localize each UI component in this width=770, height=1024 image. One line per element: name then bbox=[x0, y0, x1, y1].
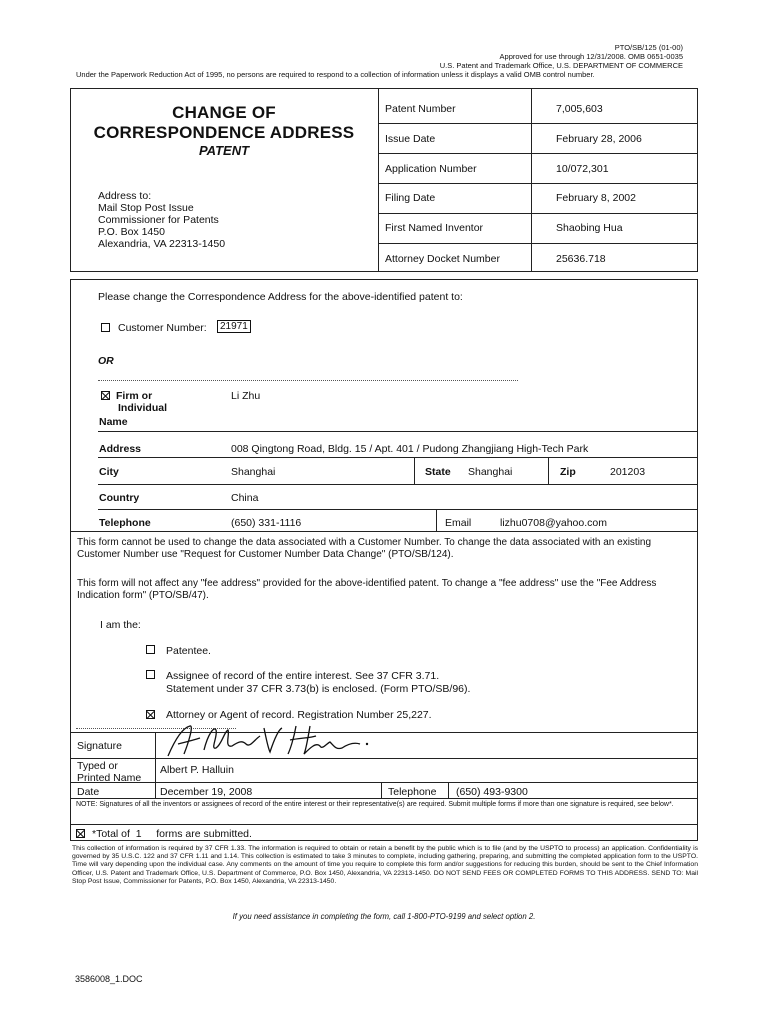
change-instruction: Please change the Correspondence Address for the above-identified patent to: bbox=[98, 291, 463, 303]
customer-number-label: Customer Number: bbox=[118, 322, 207, 334]
name-label: Name bbox=[99, 416, 128, 428]
omb-approval: Approved for use through 12/31/2008. OMB 0651-0035 bbox=[499, 52, 683, 61]
address-value: 008 Qingtong Road, Bldg. 15 / Apt. 401 / Pudong Zhangjiang High-Tech Park bbox=[231, 443, 589, 455]
form-title-line1: CHANGE OF bbox=[172, 103, 276, 122]
firm-name-value: Li Zhu bbox=[231, 390, 261, 402]
zip-value: 201203 bbox=[610, 466, 646, 478]
date-label: Date bbox=[77, 786, 100, 798]
burden-statement: This collection of information is required by 37 CFR 1.33. The information is required to obtain or retain a benefit by the public which is to file (and by the USPTO to process) an application. Confidentiality is governed by 35 U.S.C. 122 and 37 CFR 1.11 and 1.14. This collection is estimated to take 3 minutes to complete, including gathering, preparing, and submitting the completed application form to the USPTO. Time will vary depending upon the individual case. Any comments on the amount of time you require to complete this form and/or suggestions for reducing this burden, should be sent to the Chief Information Officer, U.S. Patent and Trademark Office, U.S. Department of Commerce, P.O. Box 1450, Alexandria, VA 22313-1450. DO NOT SEND FEES OR COMPLETED FORMS TO THIS ADDRESS. SEND TO: Mail Stop Post Issue, Commissioner for Patents, P.O. Box 1450, Alexandria, VA 22313-1450. bbox=[72, 845, 698, 885]
first-inventor-label: First Named Inventor bbox=[385, 222, 484, 234]
pra-notice: Under the Paperwork Reduction Act of 1995, no persons are required to respond to a collection of information unless it displays a valid OMB control number. bbox=[76, 70, 595, 79]
telephone-label: Telephone bbox=[99, 517, 151, 529]
form-title-line2: CORRESPONDENCE ADDRESS bbox=[93, 123, 355, 142]
telephone-value: (650) 331-1116 bbox=[231, 517, 302, 529]
signature-note: NOTE: Signatures of all the inventors or assignees of record of the entire interest or their representative(s) are required. Submit multiple forms if more than one signature is required, see below*. bbox=[76, 801, 674, 808]
signer-telephone-value: (650) 493-9300 bbox=[456, 786, 528, 798]
patent-number-label: Patent Number bbox=[385, 103, 456, 115]
customer-number-checkbox[interactable] bbox=[101, 323, 110, 332]
country-label: Country bbox=[99, 492, 140, 504]
total-forms-line: *Total of 1 forms are submitted. bbox=[92, 828, 252, 840]
application-number-value: 10/072,301 bbox=[556, 163, 609, 175]
address-to: Address to: Mail Stop Post Issue Commissioner for Patents P.O. Box 1450 Alexandria, VA 22313-1450 bbox=[98, 190, 226, 250]
or-label: OR bbox=[98, 355, 114, 367]
email-value: lizhu0708@yahoo.com bbox=[500, 517, 607, 529]
signature-label: Signature bbox=[77, 740, 122, 752]
issue-date-label: Issue Date bbox=[385, 133, 436, 145]
patent-number-value: 7,005,603 bbox=[556, 103, 603, 115]
attorney-label: Attorney or Agent of record. Registration Number 25,227. bbox=[166, 709, 432, 721]
assistance-note: If you need assistance in completing the form, call 1-800-PTO-9199 and select option 2. bbox=[232, 912, 536, 921]
firm-individual-checkbox[interactable] bbox=[101, 391, 110, 400]
assignee-label: Assignee of record of the entire interest. See 37 CFR 3.71. bbox=[166, 670, 440, 682]
email-label: Email bbox=[445, 517, 472, 529]
issue-date-value: February 28, 2006 bbox=[556, 133, 642, 145]
agency-line: U.S. Patent and Trademark Office, U.S. DEPARTMENT OF COMMERCE bbox=[439, 61, 683, 70]
fee-address-note: This form will not affect any "fee address" provided for the above-identified patent. To change a "fee address" use the "Fee Address Indication form" (PTO/SB/47). bbox=[77, 578, 657, 601]
filing-date-value: February 8, 2002 bbox=[556, 192, 636, 204]
handwritten-signature bbox=[160, 720, 380, 762]
total-forms-checkbox bbox=[76, 829, 85, 838]
typed-name-label: Typed or Printed Name bbox=[77, 760, 142, 784]
form-title-line3: PATENT bbox=[198, 143, 250, 158]
document-id: 3586008_1.DOC bbox=[75, 974, 143, 984]
customer-number-note: This form cannot be used to change the data associated with a Customer Number. To change the data associated with an existing Customer Number use "Request for Customer Number Data Change" (PTO/SB/124). bbox=[77, 537, 652, 560]
firm-label: Firm or Individual bbox=[116, 390, 168, 414]
address-label: Address bbox=[99, 443, 142, 455]
state-value: Shanghai bbox=[468, 466, 513, 478]
i-am-the: I am the: bbox=[100, 619, 141, 631]
state-label: State bbox=[425, 466, 451, 478]
docket-number-label: Attorney Docket Number bbox=[385, 253, 500, 265]
patentee-label: Patentee. bbox=[166, 645, 211, 657]
assignee-statement: Statement under 37 CFR 3.73(b) is enclosed. (Form PTO/SB/96). bbox=[166, 683, 471, 695]
city-label: City bbox=[99, 466, 119, 478]
assignee-checkbox[interactable] bbox=[146, 670, 155, 679]
application-number-label: Application Number bbox=[385, 163, 477, 175]
attorney-checkbox[interactable] bbox=[146, 710, 155, 719]
typed-name-value: Albert P. Halluin bbox=[160, 764, 234, 776]
date-value: December 19, 2008 bbox=[160, 786, 253, 798]
city-value: Shanghai bbox=[231, 466, 276, 478]
customer-number-value[interactable]: 21971 bbox=[217, 320, 251, 333]
docket-number-value: 25636.718 bbox=[556, 253, 606, 265]
zip-label: Zip bbox=[560, 466, 576, 478]
filing-date-label: Filing Date bbox=[385, 192, 436, 204]
signer-telephone-label: Telephone bbox=[388, 786, 437, 798]
first-inventor-value: Shaobing Hua bbox=[556, 222, 623, 234]
form-id: PTO/SB/125 (01-00) bbox=[614, 43, 683, 52]
country-value: China bbox=[231, 492, 259, 504]
patentee-checkbox[interactable] bbox=[146, 645, 155, 654]
